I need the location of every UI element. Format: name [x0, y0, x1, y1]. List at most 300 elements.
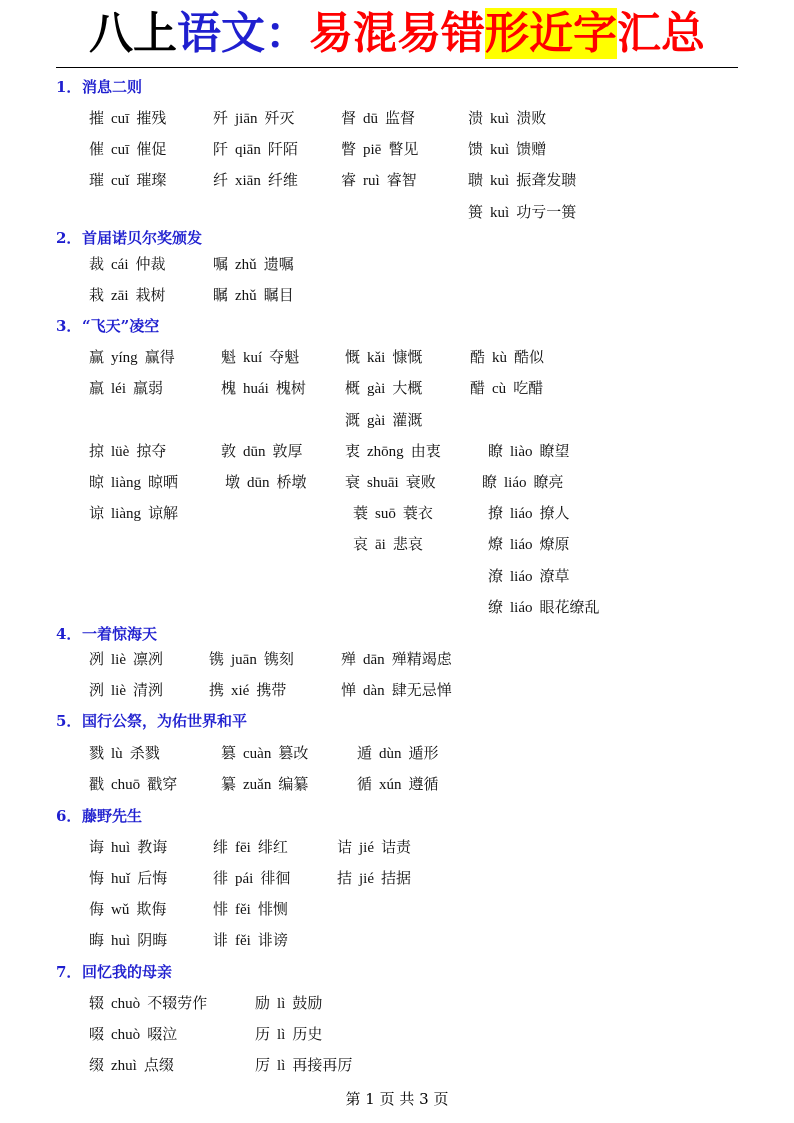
char-entry	[470, 345, 551, 369]
entry-pinyin: qiān	[235, 142, 261, 158]
entry-word: 溃败	[516, 109, 547, 127]
entry-word: 杀戮	[129, 744, 160, 762]
char-entry	[345, 470, 443, 494]
entry-character: 嘱	[213, 255, 229, 273]
entry-word: 历史	[292, 1025, 323, 1043]
section-title: 首届诺贝尔奖颁发	[82, 229, 203, 247]
char-entry	[89, 283, 173, 307]
entry-character: 携	[209, 681, 225, 699]
entry-word: 后悔	[137, 869, 168, 887]
entry-word: 羸弱	[133, 379, 164, 397]
entry-pinyin: kuì	[490, 111, 510, 127]
entry-word: 慷慨	[392, 348, 423, 366]
entry-character: 诲	[89, 838, 105, 856]
entry-pinyin: dān	[363, 652, 385, 668]
title-part2: 语文：	[177, 8, 309, 59]
entry-word: 拮据	[381, 869, 412, 887]
entry-pinyin: liáo	[510, 600, 533, 616]
entry-pinyin: lì	[277, 996, 286, 1012]
entry-pinyin: zhǔ	[235, 288, 257, 304]
entry-pinyin: lüè	[111, 444, 130, 460]
entry-character: 冽	[89, 650, 105, 668]
char-entry	[357, 741, 446, 765]
entry-word: 悱恻	[257, 900, 288, 918]
char-entry	[345, 376, 429, 400]
entry-character: 阡	[213, 140, 229, 158]
entry-character: 瞥	[341, 140, 357, 158]
section-title: 国行公祭，为佑世界和平	[82, 712, 248, 730]
char-entry	[221, 439, 310, 463]
entry-pinyin: liáo	[510, 569, 533, 585]
entry-word: 监督	[385, 109, 416, 127]
entry-character: 酷	[470, 348, 486, 366]
entry-character: 侮	[89, 900, 105, 918]
entry-word: 潦草	[539, 567, 570, 585]
entry-pinyin: kuì	[490, 205, 510, 221]
entry-word: 睿智	[386, 171, 417, 189]
char-entry	[341, 678, 459, 702]
entry-pinyin: jié	[359, 871, 375, 887]
char-entry	[488, 595, 607, 619]
char-entry	[89, 1022, 184, 1046]
entry-pinyin: fěi	[235, 902, 251, 918]
entry-word: 点缀	[143, 1056, 174, 1074]
entry-character: 瞩	[213, 286, 229, 304]
section-number: 5．	[56, 712, 82, 730]
char-entry	[345, 408, 429, 432]
char-entry	[89, 678, 170, 702]
char-entry	[255, 1022, 329, 1046]
char-entry	[488, 501, 577, 525]
char-entry	[89, 168, 173, 192]
char-entry	[221, 345, 306, 369]
entry-pinyin: zhǔ	[235, 257, 257, 273]
entry-word: 携带	[256, 681, 287, 699]
entry-character: 衰	[345, 473, 361, 491]
entry-pinyin: zhuì	[111, 1058, 137, 1074]
section-title: 消息二则	[82, 78, 143, 96]
entry-pinyin: liáo	[510, 506, 533, 522]
char-entry	[468, 106, 553, 130]
char-entry	[341, 647, 459, 671]
char-entry	[89, 741, 167, 765]
entry-pinyin: cái	[111, 257, 129, 273]
entry-pinyin: dūn	[247, 475, 270, 491]
entry-pinyin: kù	[492, 350, 508, 366]
entry-pinyin: juān	[231, 652, 257, 668]
entry-word: 赢得	[144, 348, 175, 366]
char-entry	[213, 106, 302, 130]
entry-pinyin: chuō	[111, 777, 141, 793]
section-heading	[56, 226, 202, 250]
entry-character: 缭	[488, 598, 504, 616]
entry-character: 璀	[89, 171, 105, 189]
char-entry	[89, 376, 170, 400]
char-entry	[213, 897, 295, 921]
entry-character: 掠	[89, 442, 105, 460]
char-entry	[488, 564, 577, 588]
entry-word: 衰败	[405, 473, 436, 491]
char-entry	[89, 835, 174, 859]
entry-character: 歼	[213, 109, 229, 127]
entry-character: 谅	[89, 504, 105, 522]
entry-word: 蓑衣	[402, 504, 433, 522]
char-entry	[89, 439, 173, 463]
section-number: 6．	[56, 807, 82, 825]
entry-pinyin: zāi	[111, 288, 129, 304]
entry-pinyin: wǔ	[111, 902, 130, 918]
entry-character: 篡	[221, 744, 237, 762]
entry-pinyin: jiān	[235, 111, 258, 127]
char-entry	[255, 1053, 359, 1077]
entry-word: 撩人	[539, 504, 570, 522]
section-title: 回忆我的母亲	[82, 963, 173, 981]
entry-character: 燎	[488, 535, 504, 553]
entry-pinyin: lù	[111, 746, 123, 762]
entry-word: 晾晒	[148, 473, 179, 491]
char-entry	[468, 200, 583, 224]
char-entry	[89, 252, 173, 276]
entry-word: 桥墩	[276, 473, 307, 491]
entry-pinyin: huì	[111, 933, 131, 949]
entry-character: 诽	[213, 931, 229, 949]
entry-pinyin: huái	[243, 381, 269, 397]
entry-word: 戳穿	[147, 775, 178, 793]
entry-word: 诽谤	[257, 931, 288, 949]
entry-word: 阴晦	[137, 931, 168, 949]
entry-word: 栽树	[135, 286, 166, 304]
entry-character: 催	[89, 140, 105, 158]
char-entry	[221, 741, 315, 765]
entry-pinyin: lì	[277, 1027, 286, 1043]
entry-character: 慨	[345, 348, 361, 366]
char-entry	[345, 345, 429, 369]
char-entry	[345, 439, 448, 463]
entry-pinyin: dūn	[243, 444, 266, 460]
entry-word: 清洌	[133, 681, 164, 699]
entry-pinyin: kuì	[490, 142, 510, 158]
entry-character: 督	[341, 109, 357, 127]
entry-character: 励	[255, 994, 271, 1012]
entry-character: 纤	[213, 171, 229, 189]
char-entry	[213, 835, 295, 859]
char-entry	[337, 835, 418, 859]
entry-word: 璀璨	[136, 171, 167, 189]
title-part1: 八上	[89, 8, 177, 59]
entry-word: 催促	[136, 140, 167, 158]
entry-word: 悲哀	[392, 535, 423, 553]
entry-character: 洌	[89, 681, 105, 699]
entry-pinyin: chuò	[111, 1027, 141, 1043]
entry-character: 徘	[213, 869, 229, 887]
char-entry	[89, 897, 173, 921]
entry-word: 绯红	[257, 838, 288, 856]
entry-word: 徘徊	[260, 869, 291, 887]
char-entry	[353, 501, 440, 525]
entry-pinyin: xún	[379, 777, 402, 793]
char-entry	[353, 532, 430, 556]
entry-word: 槐树	[275, 379, 306, 397]
char-entry	[89, 345, 182, 369]
entry-pinyin: liè	[111, 652, 127, 668]
entry-character: 拮	[337, 869, 353, 887]
entry-pinyin: kǎi	[367, 350, 386, 366]
entry-word: 遁形	[408, 744, 439, 762]
entry-character: 晾	[89, 473, 105, 491]
entry-character: 殚	[341, 650, 357, 668]
entry-word: 功亏一篑	[516, 203, 577, 221]
entry-word: 遗嘱	[263, 255, 294, 273]
entry-pinyin: pái	[235, 871, 254, 887]
char-entry	[470, 376, 550, 400]
entry-word: 诘责	[381, 838, 412, 856]
entry-pinyin: āi	[375, 537, 386, 553]
section-heading	[56, 960, 172, 984]
char-entry	[89, 866, 174, 890]
section-number: 4．	[56, 625, 82, 643]
entry-character: 哀	[353, 535, 369, 553]
entry-word: 瞭望	[539, 442, 570, 460]
entry-character: 撩	[488, 504, 504, 522]
entry-word: 阡陌	[267, 140, 298, 158]
section-heading	[56, 804, 142, 828]
char-entry	[213, 866, 297, 890]
entry-word: 燎原	[539, 535, 570, 553]
char-entry	[213, 283, 301, 307]
entry-pinyin: zuǎn	[243, 777, 272, 793]
entry-pinyin: dàn	[363, 683, 385, 699]
char-entry	[89, 928, 174, 952]
char-entry	[213, 168, 305, 192]
char-entry	[213, 252, 301, 276]
entry-pinyin: gài	[367, 381, 386, 397]
entry-word: 灌溉	[392, 411, 423, 429]
entry-character: 溉	[345, 411, 361, 429]
entry-word: 凛冽	[133, 650, 164, 668]
entry-character: 概	[345, 379, 361, 397]
entry-pinyin: zhōng	[367, 444, 404, 460]
entry-pinyin: liàng	[111, 506, 142, 522]
entry-word: 敦厚	[272, 442, 303, 460]
entry-pinyin: dùn	[379, 746, 402, 762]
entry-pinyin: suō	[375, 506, 396, 522]
section-number: 3．	[56, 317, 82, 335]
entry-pinyin: huì	[111, 840, 131, 856]
entry-word: 夺魁	[269, 348, 300, 366]
entry-word: 纤维	[267, 171, 298, 189]
entry-character: 晦	[89, 931, 105, 949]
entry-pinyin: shuāi	[367, 475, 399, 491]
entry-pinyin: cuǐ	[111, 173, 130, 189]
section-number: 2．	[56, 229, 82, 247]
entry-word: 殚精竭虑	[391, 650, 452, 668]
entry-word: 瞩目	[263, 286, 294, 304]
entry-word: 镌刻	[263, 650, 294, 668]
entry-character: 敦	[221, 442, 237, 460]
entry-character: 睿	[341, 171, 357, 189]
entry-pinyin: ruì	[363, 173, 380, 189]
char-entry	[482, 470, 571, 494]
title-part5: 汇总	[617, 8, 705, 59]
entry-word: 谅解	[148, 504, 179, 522]
entry-character: 缀	[89, 1056, 105, 1074]
entry-pinyin: cuàn	[243, 746, 272, 762]
entry-character: 瞭	[488, 442, 504, 460]
char-entry	[255, 991, 329, 1015]
page-footer: 第 1 页 共 3 页	[345, 1090, 449, 1108]
entry-pinyin: liáo	[510, 537, 533, 553]
char-entry	[225, 470, 314, 494]
section-heading	[56, 622, 157, 646]
entry-word: 篡改	[278, 744, 309, 762]
char-entry	[89, 1053, 181, 1077]
entry-character: 羸	[89, 379, 105, 397]
entry-word: 酷似	[514, 348, 545, 366]
entry-character: 篑	[468, 203, 484, 221]
entry-pinyin: léi	[111, 381, 127, 397]
char-entry	[221, 772, 315, 796]
entry-character: 循	[357, 775, 373, 793]
entry-word: 由衷	[410, 442, 441, 460]
entry-word: 肆无忌惮	[391, 681, 452, 699]
entry-pinyin: chuò	[111, 996, 141, 1012]
entry-word: 仲裁	[135, 255, 166, 273]
entry-character: 槐	[221, 379, 237, 397]
char-entry	[337, 866, 418, 890]
entry-word: 大概	[392, 379, 423, 397]
entry-pinyin: fěi	[235, 933, 251, 949]
entry-pinyin: dū	[363, 111, 379, 127]
entry-character: 赢	[89, 348, 105, 366]
section-number: 1．	[56, 78, 82, 96]
char-entry	[209, 678, 293, 702]
entry-pinyin: fēi	[235, 840, 251, 856]
entry-pinyin: kuì	[490, 173, 510, 189]
char-entry	[341, 137, 425, 161]
entry-character: 墩	[225, 473, 241, 491]
entry-word: 遵循	[408, 775, 439, 793]
entry-word: 不辍劳作	[147, 994, 208, 1012]
entry-character: 纂	[221, 775, 237, 793]
entry-character: 悱	[213, 900, 229, 918]
entry-character: 绯	[213, 838, 229, 856]
page-title	[0, 6, 794, 62]
entry-pinyin: gài	[367, 413, 386, 429]
entry-character: 辍	[89, 994, 105, 1012]
char-entry	[357, 772, 446, 796]
section-heading	[56, 709, 247, 733]
char-entry	[213, 928, 295, 952]
entry-word: 馈赠	[516, 140, 547, 158]
entry-character: 蓑	[353, 504, 369, 522]
entry-character: 诘	[337, 838, 353, 856]
entry-word: 歼灭	[264, 109, 295, 127]
entry-character: 潦	[488, 567, 504, 585]
entry-character: 戮	[89, 744, 105, 762]
entry-pinyin: jié	[359, 840, 375, 856]
entry-character: 历	[255, 1025, 271, 1043]
char-entry	[468, 168, 583, 192]
entry-word: 欺侮	[136, 900, 167, 918]
entry-character: 瞭	[482, 473, 498, 491]
char-entry	[468, 137, 553, 161]
entry-word: 吃醋	[513, 379, 544, 397]
entry-character: 悔	[89, 869, 105, 887]
char-entry	[89, 470, 185, 494]
char-entry	[341, 106, 422, 130]
entry-word: 编纂	[278, 775, 309, 793]
entry-character: 镌	[209, 650, 225, 668]
entry-character: 聩	[468, 171, 484, 189]
entry-character: 摧	[89, 109, 105, 127]
entry-word: 教诲	[137, 838, 168, 856]
entry-character: 馈	[468, 140, 484, 158]
char-entry	[488, 532, 577, 556]
char-entry	[89, 106, 173, 130]
entry-pinyin: huǐ	[111, 871, 131, 887]
entry-pinyin: xié	[231, 683, 250, 699]
section-title: “飞天”凌空	[82, 317, 160, 335]
entry-character: 厉	[255, 1056, 271, 1074]
char-entry	[213, 137, 305, 161]
entry-word: 振聋发聩	[516, 171, 577, 189]
char-entry	[341, 168, 424, 192]
title-part4: 形近字	[485, 8, 617, 59]
char-entry	[89, 991, 214, 1015]
entry-word: 再接再厉	[292, 1056, 353, 1074]
char-entry	[89, 137, 173, 161]
char-entry	[89, 772, 184, 796]
char-entry	[209, 647, 301, 671]
entry-word: 瞭亮	[533, 473, 564, 491]
entry-pinyin: liè	[111, 683, 127, 699]
entry-character: 衷	[345, 442, 361, 460]
entry-word: 掠夺	[136, 442, 167, 460]
entry-character: 裁	[89, 255, 105, 273]
entry-word: 啜泣	[147, 1025, 178, 1043]
title-part3: 易混易错	[309, 8, 485, 59]
entry-character: 遁	[357, 744, 373, 762]
entry-pinyin: cuī	[111, 142, 130, 158]
entry-character: 溃	[468, 109, 484, 127]
entry-word: 鼓励	[292, 994, 323, 1012]
section-heading	[56, 75, 142, 99]
entry-character: 魁	[221, 348, 237, 366]
entry-character: 醋	[470, 379, 486, 397]
entry-character: 啜	[89, 1025, 105, 1043]
entry-pinyin: liào	[510, 444, 533, 460]
char-entry	[488, 439, 577, 463]
section-title: 藤野先生	[82, 807, 143, 825]
entry-word: 眼花缭乱	[539, 598, 600, 616]
entry-character: 栽	[89, 286, 105, 304]
char-entry	[89, 647, 170, 671]
entry-pinyin: cù	[492, 381, 507, 397]
entry-pinyin: cuī	[111, 111, 130, 127]
entry-character: 惮	[341, 681, 357, 699]
section-number: 7．	[56, 963, 82, 981]
entry-pinyin: xiān	[235, 173, 261, 189]
char-entry	[89, 501, 185, 525]
section-heading	[56, 314, 159, 338]
entry-pinyin: yíng	[111, 350, 138, 366]
entry-pinyin: lì	[277, 1058, 286, 1074]
entry-word: 摧残	[136, 109, 167, 127]
entry-pinyin: kuí	[243, 350, 263, 366]
title-divider	[56, 67, 738, 68]
section-title: 一着惊海天	[82, 625, 158, 643]
entry-character: 戳	[89, 775, 105, 793]
